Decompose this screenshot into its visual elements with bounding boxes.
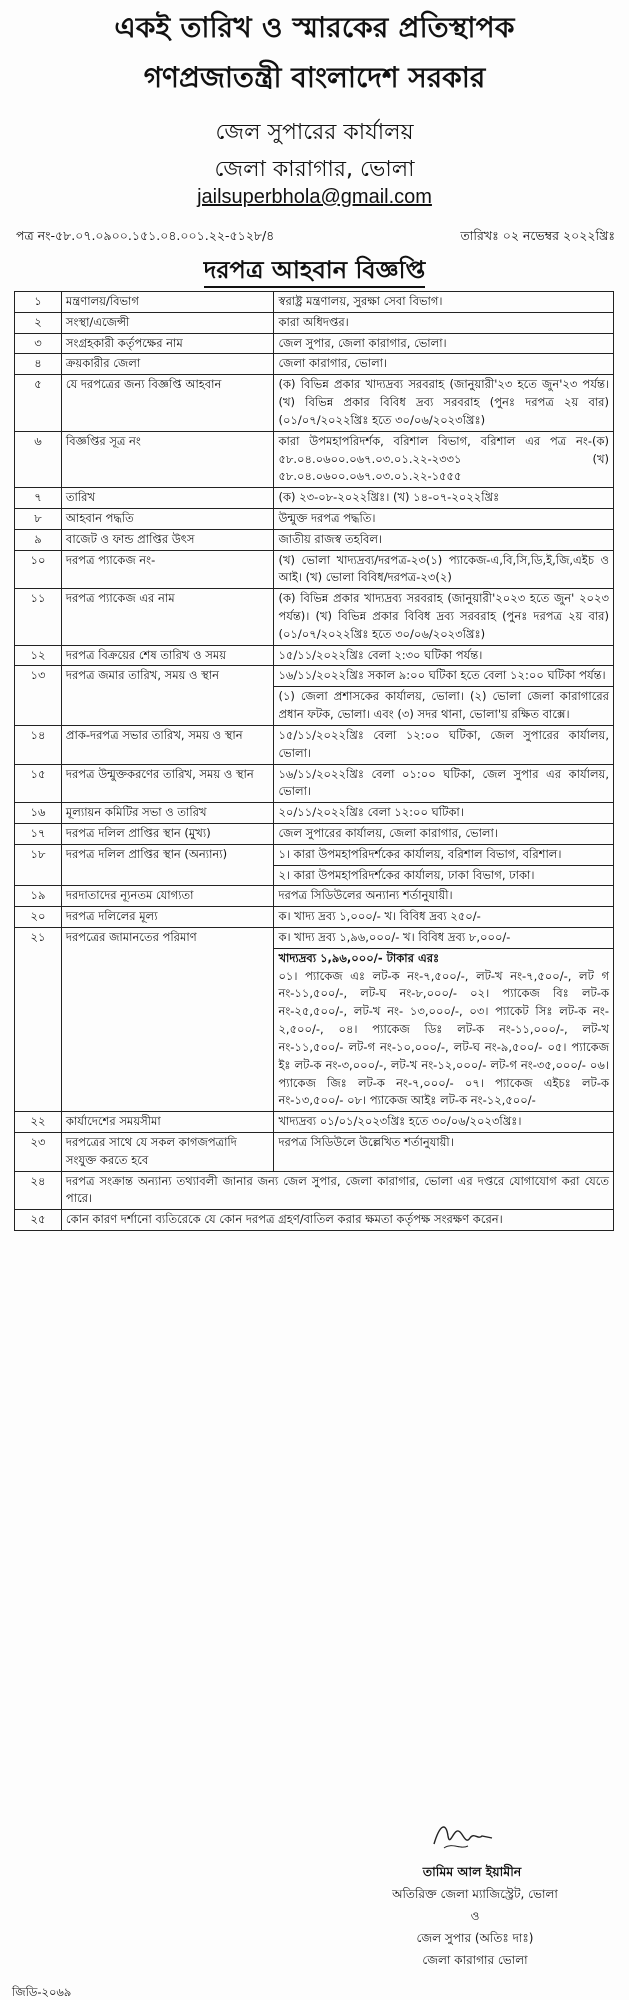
- row-value: ১৫/১১/২০২২খ্রিঃ বেলা ২:৩০ ঘটিকা পর্যন্ত।: [274, 645, 614, 666]
- table-row: [15, 333, 614, 354]
- row-value: স্বরাষ্ট্র মন্ত্রণালয়, সুরক্ষা সেবা বিভাগ।: [274, 292, 614, 313]
- row-number: ২১: [15, 928, 62, 1112]
- row-label: মন্ত্রণালয়/বিভাগ: [61, 292, 274, 313]
- row-value: দরপত্র সিডিউলে উল্লেখিত শর্তানুযায়ী।: [274, 1132, 614, 1171]
- row-value: (ক) বিভিন্ন প্রকার খাদ্যদ্রব্য সরবরাহ (জানুয়ারী'২০২৩ হতে জুন' ২০২৩ পর্যন্ত)। (খ) বিভিন্ন প্রকার বিবিধ দ্রব্য সরবরাহ (পুনঃ দরপত্র ২য় বার) (০১/০৭/২০২২খ্রিঃ হতে ৩০/০৬/২০২৩খ্রিঃ): [274, 589, 614, 645]
- row-value: দরপত্র সিডিউলের অন্যান্য শর্তানুযায়ী।: [274, 886, 614, 907]
- row-label: যে দরপত্রের জন্য বিজ্ঞপ্তি আহবান: [61, 375, 274, 431]
- table-row: [15, 529, 614, 550]
- table-row: [15, 550, 614, 589]
- notice-title-text: দরপত্র আহবান বিজ্ঞপ্তি: [204, 256, 425, 288]
- row-number: ১০: [15, 550, 62, 589]
- row-number: ১৮: [15, 844, 62, 886]
- row-number: ১৭: [15, 823, 62, 844]
- signatory-designation-1: অতিরিক্ত জেলা ম্যাজিস্ট্রেট, ভোলা: [392, 1887, 558, 1901]
- table-row: [15, 1210, 614, 1231]
- table-row: [15, 488, 614, 509]
- row-value: জেলা কারাগার, ভোলা।: [274, 354, 614, 375]
- row-label: দরপত্র উন্মুক্তকরণের তারিখ, সময় ও স্থান: [61, 764, 274, 803]
- row-value: ১৬/১১/২০২২খ্রিঃ সকাল ৯:০০ ঘটিকা হতে বেলা ১২:০০ ঘটিকা পর্যন্ত।: [274, 666, 614, 687]
- table-row: [15, 907, 614, 928]
- row-value: ১। কারা উপমহাপরিদর্শকের কার্যালয়, বরিশাল বিভাগ, বরিশাল।: [274, 844, 614, 865]
- row-label: দরপত্র বিক্রয়ের শেষ তারিখ ও সময়: [61, 645, 274, 666]
- header-email-link[interactable]: jailsuperbhola@gmail.com: [197, 186, 432, 208]
- table-row: [15, 1112, 614, 1133]
- header-government: গণপ্রজাতন্ত্রী বাংলাদেশ সরকার: [143, 61, 486, 94]
- row-number: ১৯: [15, 886, 62, 907]
- row-number: ৯: [15, 529, 62, 550]
- row-label: দরপত্রের জামানতের পরিমাণ: [61, 928, 274, 1112]
- row-number: ৩: [15, 333, 62, 354]
- row-label: দরপত্র দলিল প্রাপ্তির স্থান (অন্যান্য): [61, 844, 274, 886]
- table-row: [15, 803, 614, 824]
- row-number: ২৩: [15, 1132, 62, 1171]
- row-value: ২। কারা উপমহাপরিদর্শকের কার্যালয়, ঢাকা বিভাগ, ঢাকা।: [274, 865, 614, 886]
- memo-reference: পত্র নং-৫৮.০৭.০৯০০.১৫১.০৪.০০১.২২-৫১২৮/৪: [16, 228, 275, 243]
- row-label: মূল্যায়ন কমিটির সভা ও তারিখ: [61, 803, 274, 824]
- table-row: [15, 312, 614, 333]
- table-row: [15, 508, 614, 529]
- footer-code: জিডি-২০৬৯: [12, 1985, 72, 1999]
- row-value: (ক) বিভিন্ন প্রকার খাদ্যদ্রব্য সরবরাহ (জানুয়ারী'২৩ হতে জুন'২৩ পর্যন্ত।(খ) বিভিন্ন প্রকার বিবিধ দ্রব্য সরবরাহ (পুনঃ দরপত্র ২য় বার) (০১/০৭/২০২২খ্রিঃ হতে ৩০/০৬/২০২৩খ্রিঃ): [274, 375, 614, 431]
- row-value: ১৫/১১/২০২২খ্রিঃ বেলা ১২:০০ ঘটিকা, জেল সুপারের কার্যালয়, ভোলা।: [274, 725, 614, 764]
- row-number: ৫: [15, 375, 62, 431]
- row-value: ক। খাদ্য দ্রব্য ১,৯৬,০০০/- খ। বিবিধ দ্রব্য ৮,০০০/-: [274, 928, 614, 949]
- signatory-designation-3: জেলা কারাগার ভোলা: [422, 1953, 528, 1967]
- memo-date: তারিখঃ ০২ নভেম্বর ২০২২খ্রিঃ: [460, 228, 615, 243]
- header-line-1: একই তারিখ ও স্মারকের প্রতিস্থাপক: [114, 11, 515, 44]
- row-value: খাদ্যদ্রব্য ০১/০১/২০২৩খ্রিঃ হতে ৩০/০৬/২০২৩খ্রিঃ।: [274, 1112, 614, 1133]
- row-label: দরপত্র প্যাকেজ নং-: [61, 550, 274, 589]
- row-label: ক্রয়কারীর জেলা: [61, 354, 274, 375]
- table-row: [15, 354, 614, 375]
- security-amount-breakdown: ০১। প্যাকেজ এঃ লট-ক নং-৭,৫০০/-, লট-খ নং-৭,৫০০/-, লট গ নং-১১,৫০০/-, লট-ঘ নং-৮,০০০/- ০২। প্যাকেজ বিঃ লট-ক নং-২৫,৫০০/-, লট-খ নং- ১৩,০০০/-, ০৩। প্যাকেট সিঃ লট-ক নং- ২,৫০০/-, ০৪। প্যাকেজ ডিঃ লট-ক নং-১১,০০০/-, লট-খ নং-১১,৫০০/- লট-গ নং-১০,০০০/-, লট-ঘ নং-৯,৫০০/- ০৫। প্যাকেজ ইঃ লট-ক নং-৩,০০০/-, লট-খ নং-১২,০০০/- লট-গ নং-৩৫,০০০/- ০৬। প্যাকেজ জিঃ লট-ক নং-৭,০০০/- ০৭। প্যাকেজ এইচঃ লট-ক নং-১৩,৫০০/- ০৮। প্যাকেজ আইঃ লট-ক নং-১২,৫০০/-: [278, 968, 609, 1108]
- row-value: কারা উপমহাপরিদর্শক, বরিশাল বিভাগ, বরিশাল এর পত্র নং-(ক) ৫৮.০৪.০৬০০.০৬৭.০৩.০১.২২-২৩৩১ (খ) ৫৮.০৪.০৬০০.০৬৭.০৩.০১.২২-১৫৫৫: [274, 431, 614, 487]
- row-number: ১২: [15, 645, 62, 666]
- row-value: ১৬/১১/২০২২খ্রিঃ বেলা ০১:০০ ঘটিকা, জেল সুপার এর কার্যালয়, ভোলা।: [274, 764, 614, 803]
- table-row: [15, 666, 614, 687]
- row-label: দরপত্র জমার তারিখ, সময় ও স্থান: [61, 666, 274, 725]
- row-value: কারা অধিদপ্তর।: [274, 312, 614, 333]
- notice-title: [0, 252, 629, 292]
- row-number: ২৫: [15, 1210, 62, 1231]
- table-row: [15, 645, 614, 666]
- row-number: ১১: [15, 589, 62, 645]
- table-row: [15, 1132, 614, 1171]
- row-label: দরপত্র প্যাকেজ এর নাম: [61, 589, 274, 645]
- row-number: ৭: [15, 488, 62, 509]
- row-number: ২২: [15, 1112, 62, 1133]
- row-value: জাতীয় রাজস্ব তহবিল।: [274, 529, 614, 550]
- row-number: ১৬: [15, 803, 62, 824]
- row-value: ২০/১১/২০২২খ্রিঃ বেলা ১২:০০ ঘটিকা।: [274, 803, 614, 824]
- row-label: দরপত্র দলিল প্রাপ্তির স্থান (মুখ্য): [61, 823, 274, 844]
- row-value: ক। খাদ্য দ্রব্য ১,০০০/- খ। বিবিধ দ্রব্য ২৫০/-: [274, 907, 614, 928]
- row-value: উন্মুক্ত দরপত্র পদ্ধতি।: [274, 508, 614, 529]
- signatory-name: তামিম আল ইয়ামীন: [422, 1864, 522, 1879]
- table-row: [15, 589, 614, 645]
- row-label: তারিখ: [61, 488, 274, 509]
- table-row: [15, 1171, 614, 1210]
- signatory-designation-2: জেল সুপার (অতিঃ দাঃ): [416, 1931, 534, 1945]
- table-row: [15, 292, 614, 313]
- row-label: আহবান পদ্ধতি: [61, 508, 274, 529]
- security-amount-heading: খাদ্যদ্রব্য ১,৯৬,০০০/- টাকার এরঃ: [278, 950, 440, 965]
- table-row: [15, 823, 614, 844]
- table-row: [15, 928, 614, 949]
- row-value-detail: [274, 948, 614, 1111]
- row-value: (খ) ভোলা খাদ্যদ্রব্য/দরপত্র-২৩(১) প্যাকেজ-এ,বি,সি,ডি,ই,জি,এইচ ও আই। (খ) ভোলা বিবিধ/দরপত্র-২৩(২): [274, 550, 614, 589]
- header-office: জেল সুপারের কার্যালয়: [215, 120, 414, 145]
- row-label: সংগ্রহকারী কর্তৃপক্ষের নাম: [61, 333, 274, 354]
- row-label: দরদাতাদের ন্যূনতম যোগ্যতা: [61, 886, 274, 907]
- row-label: দরপত্র দলিলের মূল্য: [61, 907, 274, 928]
- row-number: ৬: [15, 431, 62, 487]
- table-row: [15, 886, 614, 907]
- header-location: জেলা কারাগার, ভোলা: [214, 157, 415, 182]
- row-value: জেল সুপার, জেলা কারাগার, ভোলা।: [274, 333, 614, 354]
- table-row: [15, 375, 614, 431]
- row-label: সংস্থা/এজেন্সী: [61, 312, 274, 333]
- row-value: জেল সুপারের কার্যালয়, জেলা কারাগার, ভোলা।: [274, 823, 614, 844]
- table-row: [15, 764, 614, 803]
- table-row: [15, 725, 614, 764]
- row-number: ৪: [15, 354, 62, 375]
- row-number: ৮: [15, 508, 62, 529]
- row-number: ১: [15, 292, 62, 313]
- signatory-conjunction: ও: [470, 1909, 480, 1923]
- row-full-text: কোন কারণ দর্শানো ব্যতিরেকে যে কোন দরপত্র গ্রহণ/বাতিল করার ক্ষমতা কর্তৃপক্ষ সংরক্ষণ করেন।: [61, 1210, 613, 1231]
- signature-mark: [430, 1818, 494, 1854]
- row-number: ২৪: [15, 1171, 62, 1210]
- row-value: (১) জেলা প্রশাসকের কার্যালয়, ভোলা। (২) ভোলা জেলা কারাগারের প্রধান ফটক, ভোলা। এবং (৩) সদর থানা, ভোলা'য় রক্ষিত বাক্সে।: [274, 687, 614, 726]
- row-number: ১৫: [15, 764, 62, 803]
- table-row: [15, 844, 614, 865]
- row-number: ২: [15, 312, 62, 333]
- table-row: [15, 431, 614, 487]
- tender-table: [14, 291, 614, 1231]
- row-label: বিজ্ঞপ্তির সূত্র নং: [61, 431, 274, 487]
- row-number: ২০: [15, 907, 62, 928]
- row-label: বাজেট ও ফান্ড প্রাপ্তির উৎস: [61, 529, 274, 550]
- row-label: কার্যাদেশের সময়সীমা: [61, 1112, 274, 1133]
- row-label: প্রাক-দরপত্র সভার তারিখ, সময় ও স্থান: [61, 725, 274, 764]
- row-full-text: দরপত্র সংক্রান্ত অন্যান্য তথ্যাবলী জানার জন্য জেল সুপার, জেলা কারাগার, ভোলা এর দপ্তরে যোগাযোগ করা যেতে পারে।: [61, 1171, 613, 1210]
- row-value: (ক) ২৩-০৮-২০২২খ্রিঃ। (খ) ১৪-০৭-২০২২খ্রিঃ: [274, 488, 614, 509]
- row-number: ১৩: [15, 666, 62, 725]
- tender-table-body: [15, 292, 614, 1231]
- row-label: দরপত্রের সাথে যে সকল কাগজপত্রাদি সংযুক্ত করতে হবে: [61, 1132, 274, 1171]
- row-number: ১৪: [15, 725, 62, 764]
